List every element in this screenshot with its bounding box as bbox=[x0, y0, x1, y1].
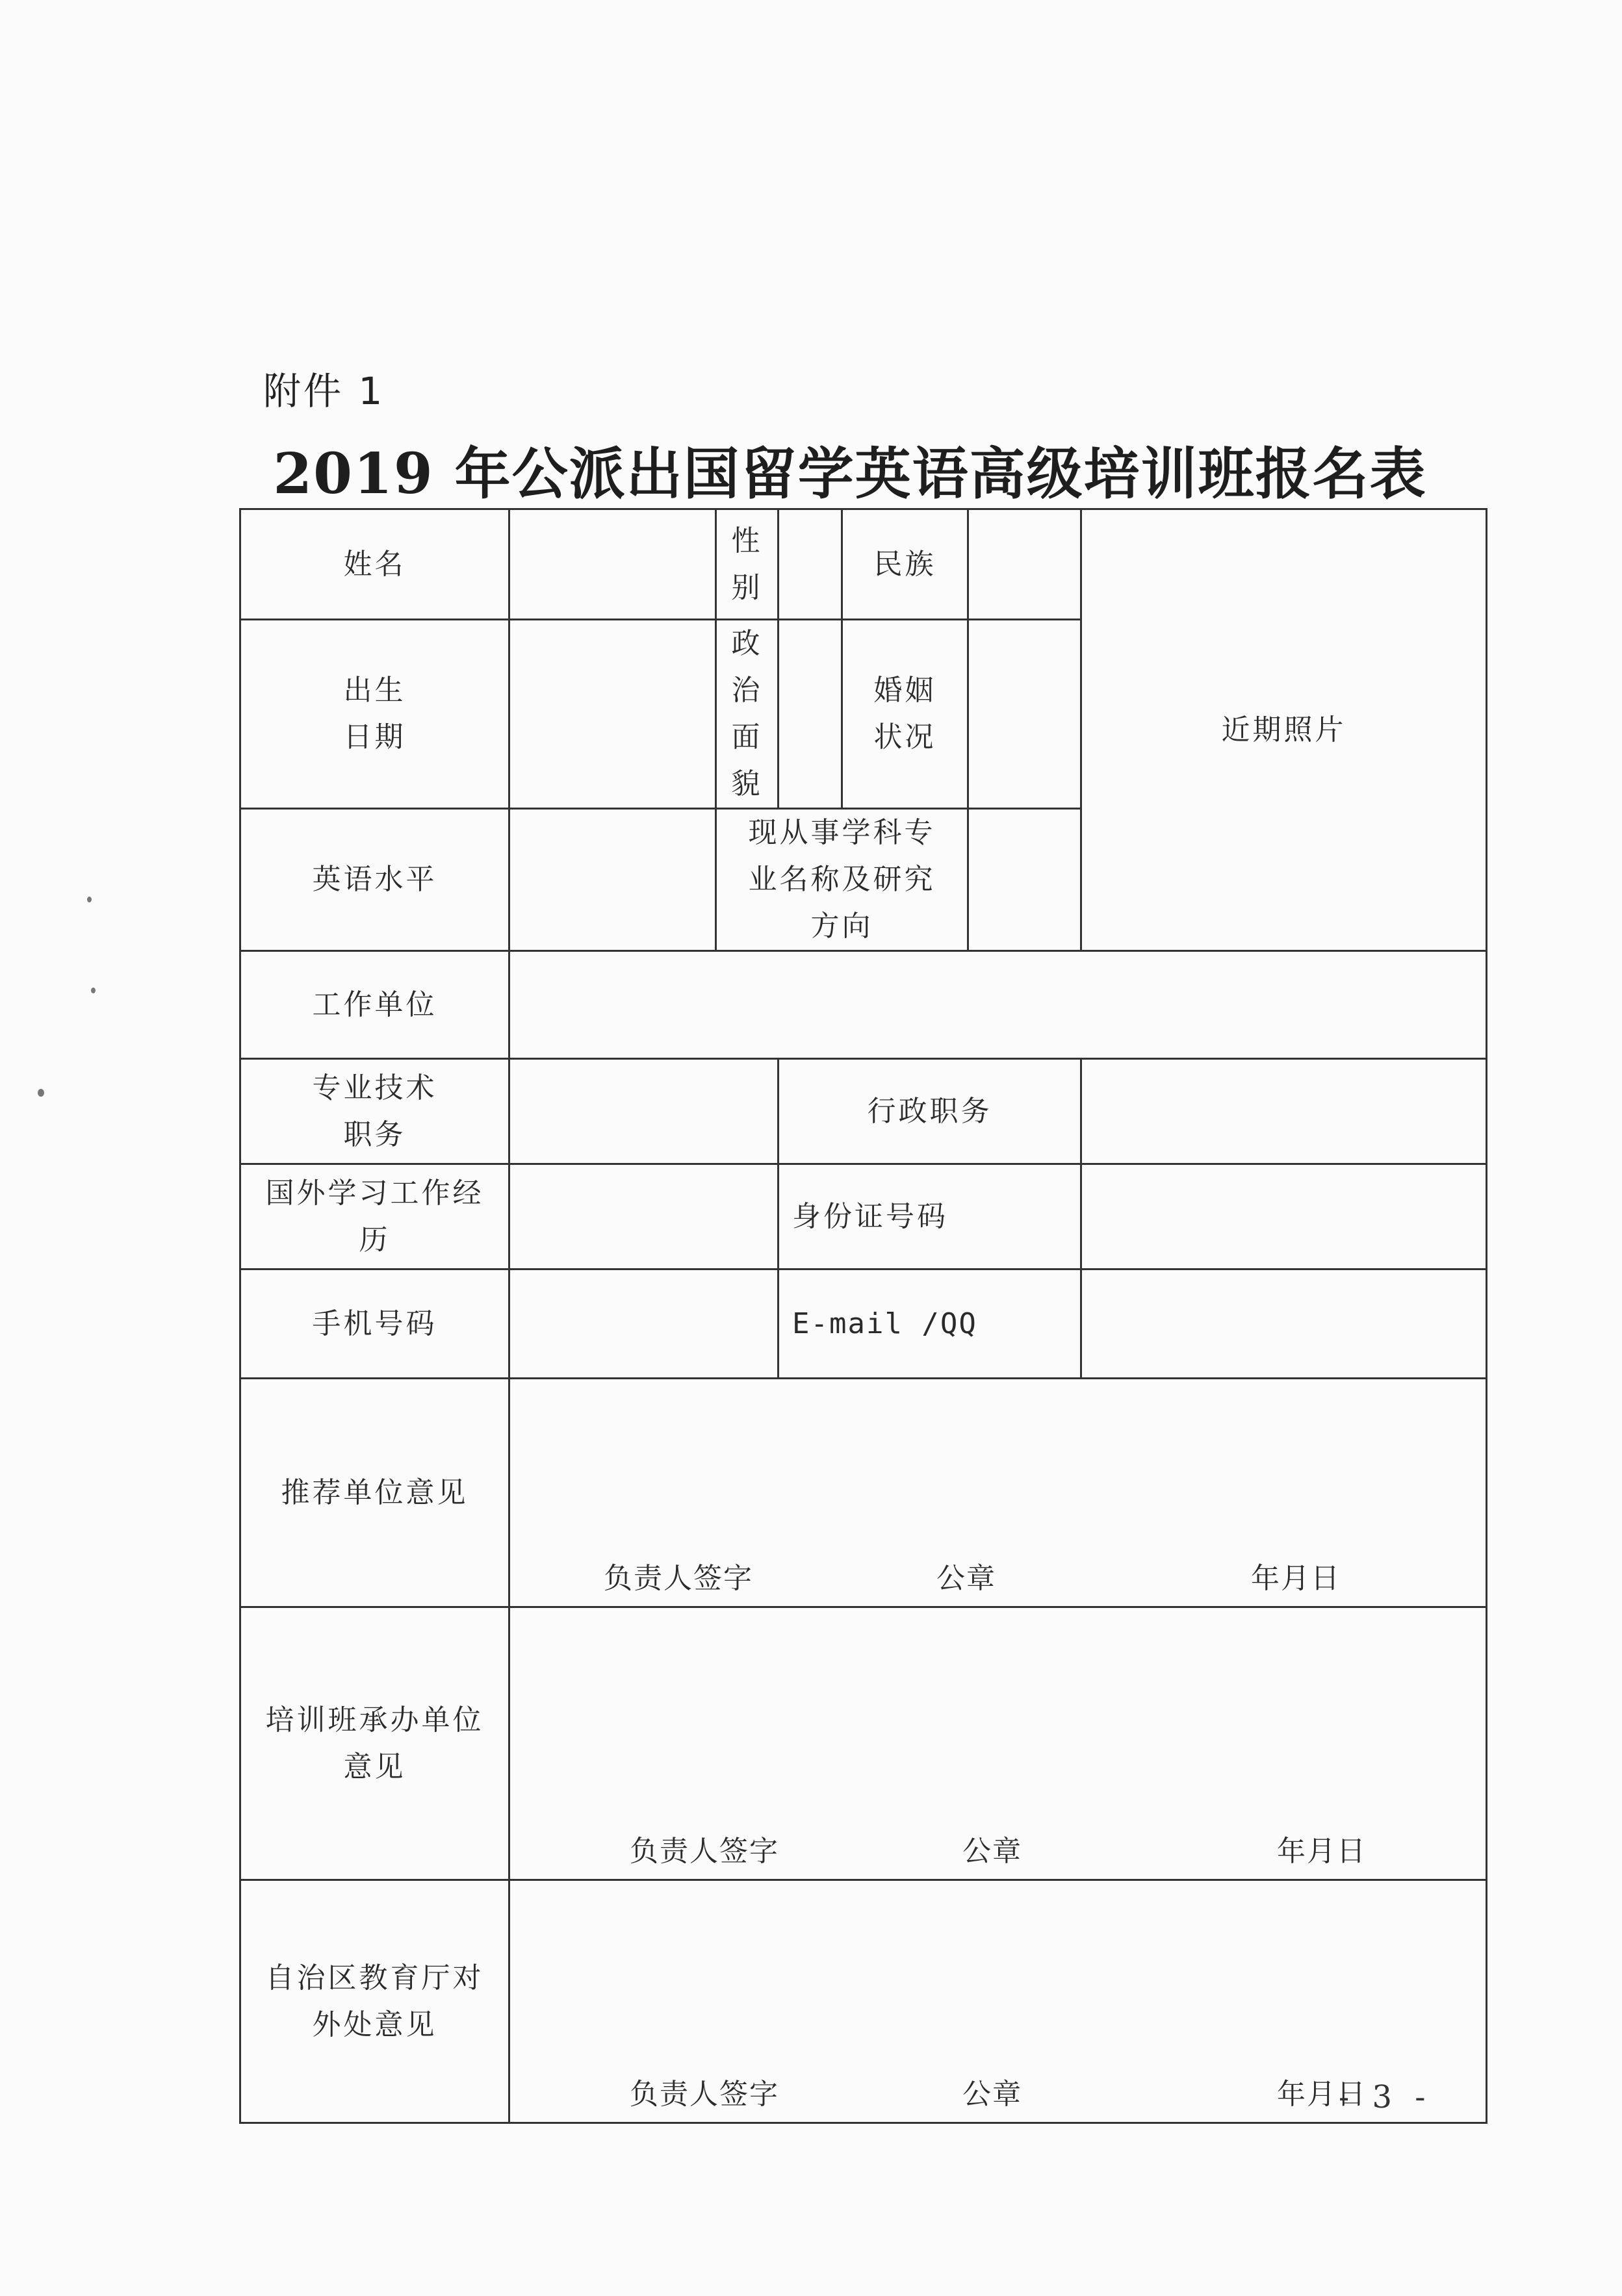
seal-label: 公章 bbox=[936, 1562, 996, 1595]
ethnicity-label: 民族 bbox=[842, 509, 968, 620]
date-label: 年月日 bbox=[1277, 1835, 1367, 1868]
name-label: 姓名 bbox=[240, 509, 509, 620]
date-label: 年月日 bbox=[1277, 2078, 1367, 2111]
form-row-dept bbox=[240, 1880, 1487, 2123]
page-number: - 3 - bbox=[1339, 2079, 1432, 2115]
phone-field[interactable] bbox=[509, 1269, 779, 1379]
recommend-opinion-area[interactable] bbox=[509, 1379, 1487, 1607]
attachment-label: 附件 1 bbox=[263, 369, 385, 413]
english-level-field[interactable] bbox=[509, 809, 716, 951]
birth-date-field[interactable] bbox=[509, 620, 716, 809]
abroad-experience-field[interactable] bbox=[509, 1164, 779, 1269]
abroad-experience-label: 国外学习工作经 历 bbox=[240, 1164, 509, 1269]
tech-title-label: 专业技术 职务 bbox=[240, 1059, 509, 1164]
photo-box[interactable] bbox=[1081, 509, 1487, 951]
signer-label: 负责人签字 bbox=[630, 2078, 779, 2111]
seal-label: 公章 bbox=[962, 2078, 1022, 2111]
employer-label: 工作单位 bbox=[240, 951, 509, 1059]
form-row-employer bbox=[240, 951, 1487, 1059]
scan-speck bbox=[38, 1089, 44, 1097]
scan-speck bbox=[87, 897, 92, 902]
seal-label: 公章 bbox=[962, 1835, 1022, 1868]
registration-form-table bbox=[239, 508, 1487, 2124]
photo-label: 近期照片 bbox=[1221, 713, 1346, 746]
id-number-label: 身份证号码 bbox=[779, 1164, 1081, 1269]
form-row-abroad bbox=[240, 1164, 1487, 1269]
email-field[interactable] bbox=[1081, 1269, 1487, 1379]
scan-speck bbox=[91, 988, 96, 993]
form-row-phone bbox=[240, 1269, 1487, 1379]
recommend-opinion-label: 推荐单位意见 bbox=[240, 1379, 509, 1607]
major-field[interactable] bbox=[968, 809, 1081, 951]
recommend-signature-row bbox=[510, 1555, 1486, 1602]
form-row-recommend bbox=[240, 1379, 1487, 1607]
id-number-field[interactable] bbox=[1081, 1164, 1487, 1269]
gender-label: 性别 bbox=[716, 509, 779, 620]
dept-opinion-label: 自治区教育厅对 外处意见 bbox=[240, 1880, 509, 2123]
employer-field[interactable] bbox=[509, 951, 1487, 1059]
admin-position-field[interactable] bbox=[1081, 1059, 1487, 1164]
name-field[interactable] bbox=[509, 509, 716, 620]
page-title: 2019 年公派出国留学英语高级培训班报名表 bbox=[273, 441, 1427, 507]
form-row-name bbox=[240, 509, 1487, 620]
organizer-opinion-label: 培训班承办单位 意见 bbox=[240, 1607, 509, 1880]
date-label: 年月日 bbox=[1251, 1562, 1341, 1595]
marital-status-field[interactable] bbox=[968, 620, 1081, 809]
birth-date-label: 出生 日期 bbox=[240, 620, 509, 809]
organizer-signature-row bbox=[510, 1828, 1486, 1875]
email-label: E-mail /QQ bbox=[779, 1269, 1081, 1379]
marital-status-label: 婚姻 状况 bbox=[842, 620, 968, 809]
form-row-organizer bbox=[240, 1607, 1487, 1880]
organizer-opinion-area[interactable] bbox=[509, 1607, 1487, 1880]
admin-position-label: 行政职务 bbox=[779, 1059, 1081, 1164]
phone-label: 手机号码 bbox=[240, 1269, 509, 1379]
political-status-field[interactable] bbox=[779, 620, 842, 809]
form-row-title bbox=[240, 1059, 1487, 1164]
ethnicity-field[interactable] bbox=[968, 509, 1081, 620]
signer-label: 负责人签字 bbox=[630, 1835, 779, 1868]
political-status-label: 政治 面貌 bbox=[716, 620, 779, 809]
gender-field[interactable] bbox=[779, 509, 842, 620]
signer-label: 负责人签字 bbox=[604, 1562, 753, 1595]
english-level-label: 英语水平 bbox=[240, 809, 509, 951]
tech-title-field[interactable] bbox=[509, 1059, 779, 1164]
major-label: 现从事学科专 业名称及研究 方向 bbox=[716, 809, 968, 951]
